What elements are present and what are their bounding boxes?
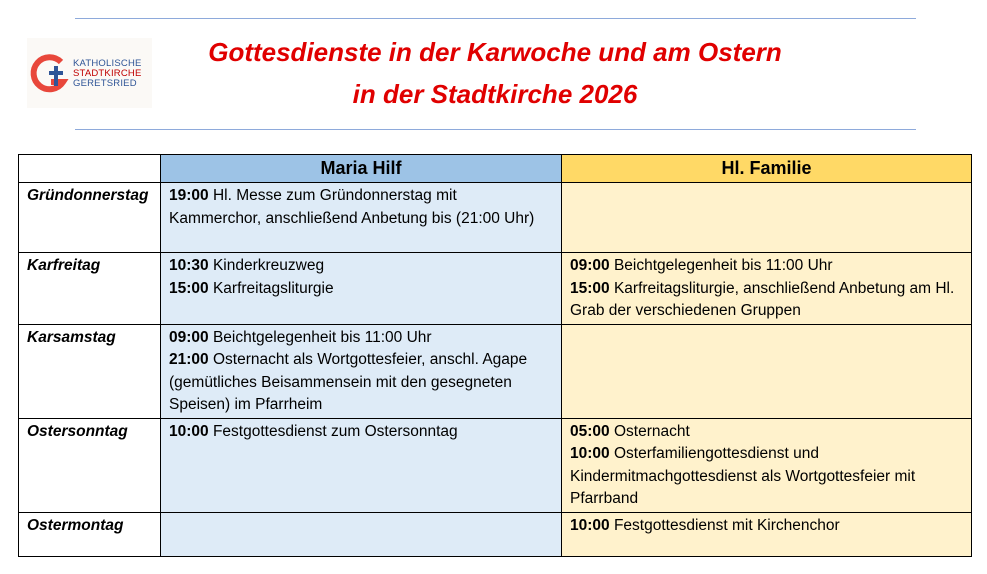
- event-time: 15:00: [169, 279, 209, 297]
- event-description: Beichtgelegenheit bis 11:00 Uhr: [208, 328, 432, 346]
- event-description: Hl. Messe zum Gründonnerstag mit Kammerchor, anschließend Anbetung bis (21:00 Uhr): [169, 187, 535, 227]
- top-divider: [75, 18, 916, 19]
- event-description: Kinderkreuzweg: [208, 257, 325, 274]
- day-cell: Karfreitag: [19, 253, 161, 325]
- event-entry: [570, 278, 963, 323]
- event-description: Festgottesdienst mit Kirchenchor: [609, 516, 840, 534]
- maria-hilf-cell: [161, 324, 562, 418]
- header-row: [19, 155, 972, 183]
- event-entry: [570, 421, 963, 444]
- event-time: 21:00: [169, 351, 209, 368]
- table-row: [19, 418, 972, 512]
- event-entry: [169, 255, 553, 278]
- table-row: [19, 183, 972, 253]
- day-cell: Gründonnerstag: [19, 183, 161, 253]
- event-entry: [570, 443, 963, 511]
- event-entry: [169, 349, 553, 417]
- event-time: 10:00: [570, 516, 610, 534]
- event-description: Osternacht als Wortgottesfeier, anschl. Agape (gemütliches Beisammensein mit den gesegneten Speisen) im Pfarrheim: [169, 351, 528, 413]
- day-cell: Ostersonntag: [19, 418, 161, 512]
- logo-text-line1: KATHOLISCHE: [73, 58, 142, 69]
- page-title-line2: in der Stadtkirche 2026: [352, 79, 638, 109]
- event-time: 15:00: [570, 279, 610, 297]
- event-time: 10:30: [169, 257, 209, 274]
- event-entry: [570, 255, 963, 278]
- event-description: Festgottesdienst zum Ostersonntag: [208, 422, 458, 440]
- event-description: Beichtgelegenheit bis 11:00 Uhr: [609, 257, 833, 274]
- logo-text-line3: GERETSRIED: [73, 78, 137, 89]
- maria-hilf-cell: [161, 253, 562, 325]
- hl-familie-cell: [562, 253, 972, 325]
- hl-familie-cell: [562, 512, 972, 556]
- maria-hilf-cell: [161, 512, 562, 556]
- table-row: [19, 512, 972, 556]
- schedule-body: [19, 183, 972, 557]
- table-row: [19, 324, 972, 418]
- header-day: [19, 155, 161, 183]
- day-cell: Ostermontag: [19, 512, 161, 556]
- event-time: 05:00: [570, 422, 610, 440]
- logo-text-line2: STADTKIRCHE: [73, 68, 142, 79]
- table-row: [19, 253, 972, 325]
- event-time: 10:00: [169, 422, 209, 440]
- event-time: 19:00: [169, 187, 209, 204]
- day-cell: Karsamstag: [19, 324, 161, 418]
- event-entry: [169, 185, 553, 230]
- maria-hilf-cell: [161, 418, 562, 512]
- header-maria-hilf: Maria Hilf: [161, 155, 562, 183]
- header-hl-familie: Hl. Familie: [562, 155, 972, 183]
- maria-hilf-cell: [161, 183, 562, 253]
- event-time: 09:00: [169, 328, 209, 346]
- event-description: Osterfamiliengottesdienst und Kindermitmachgottesdienst als Wortgottesfeier mit Pfarrband: [570, 445, 916, 507]
- hl-familie-cell: [562, 418, 972, 512]
- event-description: Karfreitagsliturgie: [208, 279, 334, 297]
- event-entry: [169, 421, 553, 444]
- church-g-cross-icon: [27, 52, 73, 98]
- event-time: 09:00: [570, 257, 610, 274]
- schedule-table: [18, 154, 972, 557]
- page-title-line1: Gottesdienste in der Karwoche und am Ostern: [208, 37, 782, 67]
- event-description: Osternacht: [609, 422, 690, 440]
- hl-familie-cell: [562, 183, 972, 253]
- bottom-divider: [75, 129, 916, 130]
- hl-familie-cell: [562, 324, 972, 418]
- event-time: 10:00: [570, 445, 610, 462]
- event-entry: [169, 278, 553, 301]
- event-entry: [570, 515, 963, 538]
- event-entry: [169, 327, 553, 350]
- event-description: Karfreitagsliturgie, anschließend Anbetung am Hl. Grab der verschiedenen Gruppen: [570, 279, 955, 319]
